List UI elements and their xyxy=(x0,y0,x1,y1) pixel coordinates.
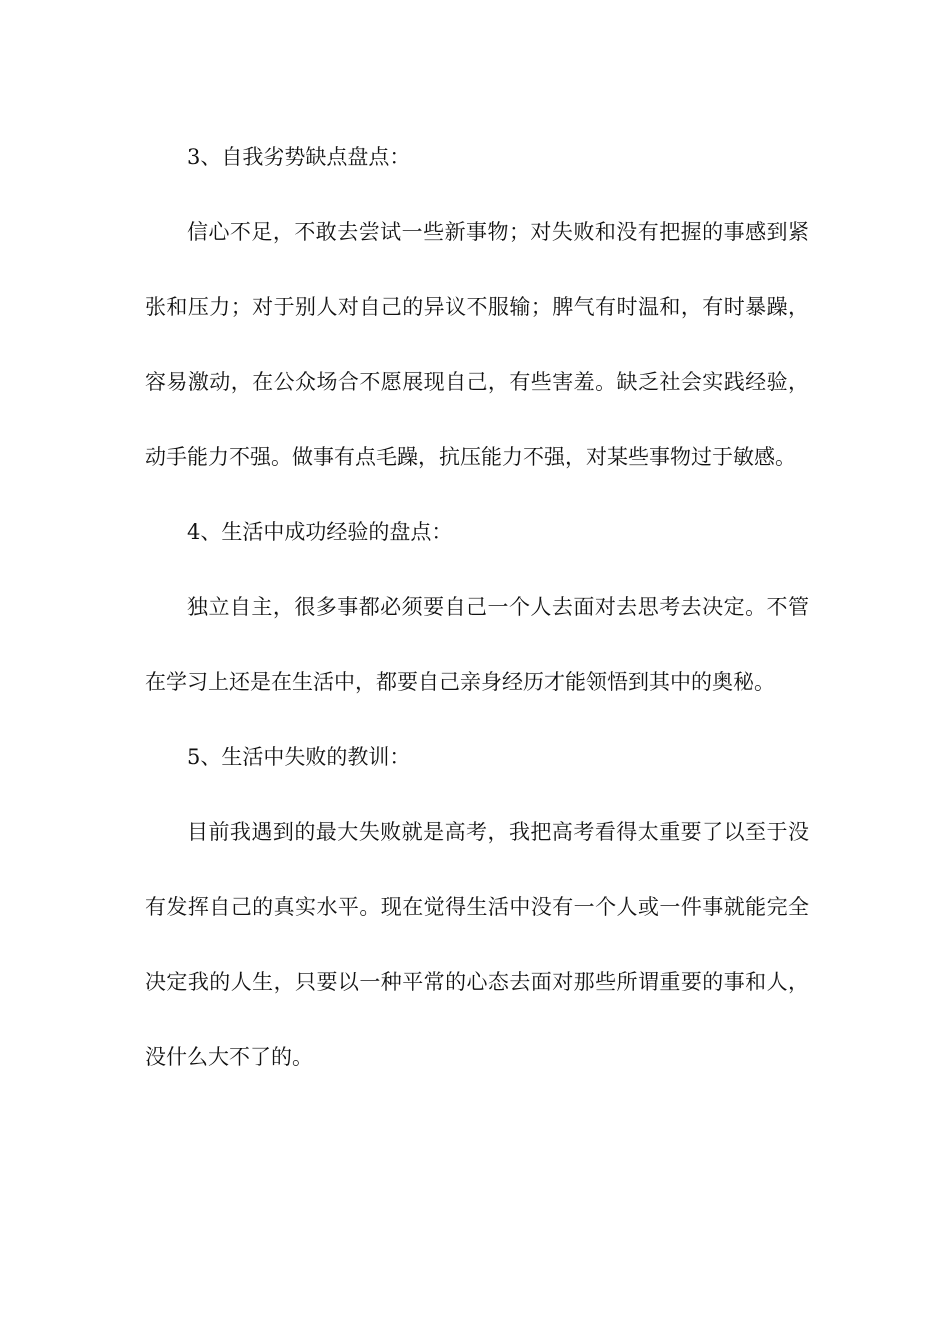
section-5-heading: 5、生活中失败的教训： xyxy=(187,745,411,769)
document-body xyxy=(145,120,809,1095)
section-5-paragraph: 目前我遇到的最大失败就是高考，我把高考看得太重要了以至于没有发挥自己的真实水平。现在觉得生活中没有一个人或一件事就能完全决定我的人生，只要以一种平常的心态去面对那些所谓重要的事和人，没什么大不了的。 xyxy=(145,820,809,1069)
section-4-paragraph: 独立自主，很多事都必须要自己一个人去面对去思考去决定。不管在学习上还是在生活中，都要自己亲身经历才能领悟到其中的奥秘。 xyxy=(145,595,809,694)
section-3-heading: 3、自我劣势缺点盘点： xyxy=(187,145,411,169)
section-3-paragraph: 信心不足，不敢去尝试一些新事物；对失败和没有把握的事感到紧张和压力；对于别人对自己的异议不服输；脾气有时温和，有时暴躁，容易激动，在公众场合不愿展现自己，有些害羞。缺乏社会实践经验，动手能力不强。做事有点毛躁，抗压能力不强，对某些事物过于敏感。 xyxy=(145,220,809,469)
section-4-heading: 4、生活中成功经验的盘点： xyxy=(187,520,453,544)
